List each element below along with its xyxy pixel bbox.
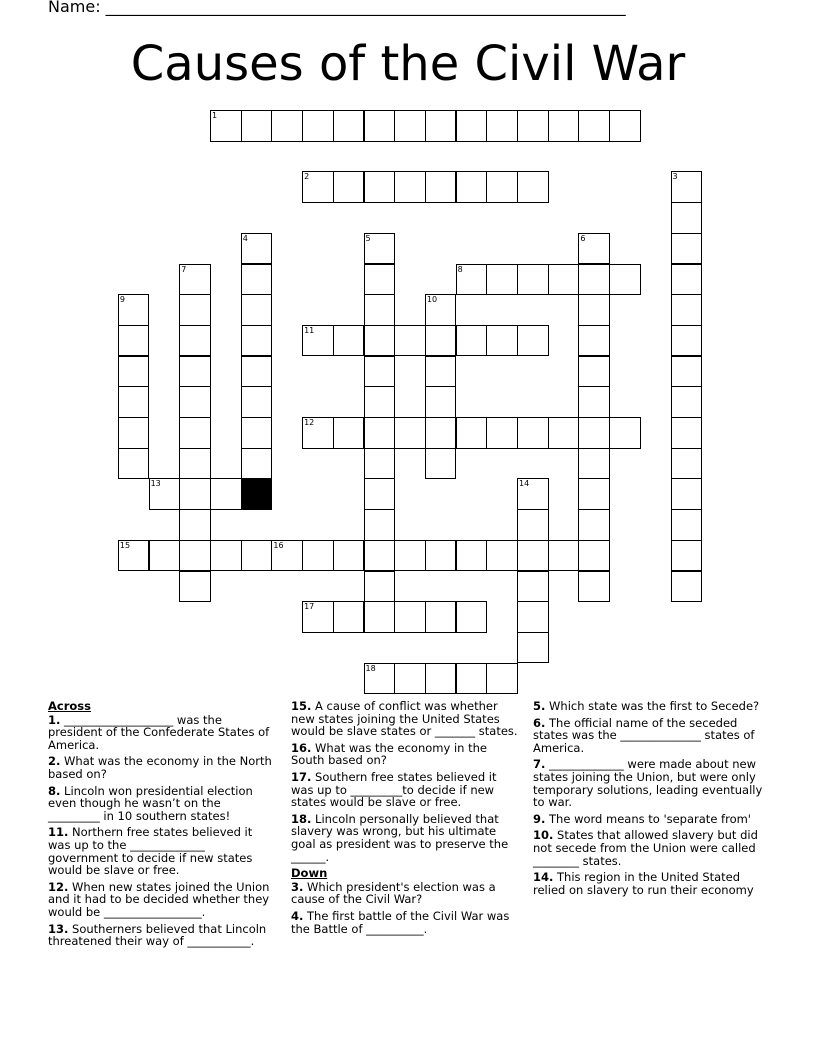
grid-cell[interactable] bbox=[425, 540, 457, 572]
clue-number-label: 3 bbox=[672, 172, 678, 182]
grid-cell[interactable] bbox=[241, 540, 273, 572]
grid-cell[interactable] bbox=[364, 110, 396, 142]
grid-cell[interactable] bbox=[578, 540, 610, 572]
grid-cell[interactable] bbox=[517, 264, 549, 296]
grid-cell[interactable] bbox=[486, 325, 518, 357]
clue-number: 12. bbox=[48, 879, 69, 894]
grid-cell[interactable] bbox=[118, 294, 150, 326]
clue-item bbox=[291, 700, 519, 738]
clues-column-3 bbox=[533, 700, 765, 900]
grid-cell[interactable] bbox=[364, 601, 396, 633]
grid-cell[interactable] bbox=[394, 417, 426, 449]
clue-number-label: 1 bbox=[212, 111, 218, 120]
grid-cell[interactable] bbox=[517, 571, 549, 603]
clue-number-label: 16 bbox=[273, 540, 284, 550]
grid-cell[interactable] bbox=[671, 356, 703, 388]
grid-cell[interactable] bbox=[671, 386, 703, 418]
grid-cell[interactable] bbox=[302, 325, 334, 357]
grid-cell[interactable] bbox=[241, 325, 273, 357]
grid-cell[interactable] bbox=[517, 171, 549, 203]
grid-cell[interactable] bbox=[578, 233, 610, 265]
grid-cell[interactable] bbox=[241, 264, 273, 296]
clue-item bbox=[533, 758, 765, 808]
grid-cell[interactable] bbox=[548, 540, 580, 572]
grid-cell[interactable] bbox=[425, 663, 457, 695]
grid-cell[interactable] bbox=[578, 110, 610, 142]
grid-cell[interactable] bbox=[671, 171, 703, 203]
clue-item bbox=[533, 717, 765, 755]
clue-text: ___________________ was the president of the Confederate States of America. bbox=[48, 712, 270, 752]
clue-number-label: 11 bbox=[304, 325, 315, 335]
clue-item bbox=[48, 785, 276, 823]
grid-cell[interactable] bbox=[271, 110, 303, 142]
clue-text: This region in the United Stated relied on slavery to run their economy bbox=[533, 870, 754, 897]
grid-cell[interactable] bbox=[394, 171, 426, 203]
clue-number-label: 12 bbox=[304, 418, 315, 427]
grid-cell[interactable] bbox=[364, 509, 396, 541]
grid-cell[interactable] bbox=[425, 448, 457, 480]
grid-cell[interactable] bbox=[179, 325, 211, 357]
grid-cell[interactable] bbox=[179, 509, 211, 541]
grid-cell[interactable] bbox=[394, 110, 426, 142]
clue-text: Lincoln personally believed that slavery was wrong, but his ultimate goal as president was to preserve the ______. bbox=[291, 811, 509, 864]
clue-number-label: 13 bbox=[150, 479, 161, 489]
grid-cell[interactable] bbox=[456, 540, 488, 572]
clue-number: 2. bbox=[48, 754, 61, 769]
grid-cell[interactable] bbox=[179, 540, 211, 572]
clue-number-label: 8 bbox=[457, 264, 463, 274]
grid-cell[interactable] bbox=[671, 448, 703, 480]
grid-cell[interactable] bbox=[179, 417, 211, 449]
clues-column-2 bbox=[291, 700, 519, 939]
clue-text: States that allowed slavery but did not secede from the Union were called ________ states. bbox=[533, 828, 758, 868]
clue-text: Which president's election was a cause of the Civil War? bbox=[291, 879, 496, 907]
clue-text: When new states joined the Union and it had to be decided whether they would be _________________. bbox=[48, 879, 270, 919]
clue-item bbox=[48, 714, 276, 752]
grid-cell[interactable] bbox=[333, 110, 365, 142]
clue-text: The word means to 'separate from' bbox=[549, 811, 751, 826]
page-title: Causes of the Civil War bbox=[130, 36, 686, 92]
grid-cell[interactable] bbox=[364, 356, 396, 388]
grid-cell[interactable] bbox=[394, 540, 426, 572]
grid-cell[interactable] bbox=[578, 294, 610, 326]
grid-cell[interactable] bbox=[486, 264, 518, 296]
grid-cell[interactable] bbox=[671, 571, 703, 603]
black-cell bbox=[241, 478, 273, 510]
grid-cell[interactable] bbox=[364, 478, 396, 510]
grid-cell[interactable] bbox=[364, 171, 396, 203]
grid-cell[interactable] bbox=[425, 417, 457, 449]
clue-item bbox=[48, 923, 276, 948]
grid-cell[interactable] bbox=[333, 540, 365, 572]
grid-cell[interactable] bbox=[548, 110, 580, 142]
clue-number: 3. bbox=[291, 879, 304, 894]
clue-number-label: 17 bbox=[304, 602, 315, 612]
clue-item bbox=[533, 813, 765, 826]
grid-cell[interactable] bbox=[671, 202, 703, 234]
grid-cell[interactable] bbox=[517, 417, 549, 449]
grid-cell[interactable] bbox=[271, 540, 303, 572]
grid-cell[interactable] bbox=[456, 171, 488, 203]
clue-text: The official name of the seceded states was the ______________ states of America. bbox=[533, 715, 755, 755]
clue-number: 13. bbox=[48, 921, 69, 936]
grid-cell[interactable] bbox=[578, 386, 610, 418]
grid-cell[interactable] bbox=[118, 540, 150, 572]
grid-cell[interactable] bbox=[425, 294, 457, 326]
grid-cell[interactable] bbox=[364, 294, 396, 326]
grid-cell[interactable] bbox=[364, 325, 396, 357]
grid-cell[interactable] bbox=[364, 448, 396, 480]
clue-number-label: 14 bbox=[519, 479, 530, 489]
clue-number-label: 10 bbox=[426, 295, 438, 305]
clue-number: 8. bbox=[48, 783, 61, 798]
grid-cell[interactable] bbox=[179, 356, 211, 388]
grid-cell[interactable] bbox=[394, 325, 426, 357]
grid-cell[interactable] bbox=[241, 417, 273, 449]
grid-cell[interactable] bbox=[210, 110, 242, 142]
clue-number-label: 5 bbox=[365, 233, 371, 243]
clue-text: _____________ were made about new states joining the Union, but were only temporary solutions, leading eventually to war. bbox=[533, 757, 763, 810]
grid-cell[interactable] bbox=[486, 110, 518, 142]
grid-cell[interactable] bbox=[578, 417, 610, 449]
grid-cell[interactable] bbox=[578, 448, 610, 480]
clue-number: 5. bbox=[533, 699, 546, 713]
grid-cell[interactable] bbox=[425, 386, 457, 418]
grid-cell[interactable] bbox=[241, 356, 273, 388]
grid-cell[interactable] bbox=[548, 417, 580, 449]
grid-cell[interactable] bbox=[517, 325, 549, 357]
grid-cell[interactable] bbox=[486, 663, 518, 695]
clue-text: What was the economy in the South based on? bbox=[291, 740, 487, 768]
grid-cell[interactable] bbox=[302, 110, 334, 142]
clue-item bbox=[291, 910, 519, 935]
grid-cell[interactable] bbox=[671, 509, 703, 541]
clue-text: The first battle of the Civil War was the Battle of __________. bbox=[291, 908, 510, 936]
grid-cell[interactable] bbox=[486, 171, 518, 203]
grid-cell[interactable] bbox=[671, 417, 703, 449]
grid-cell[interactable] bbox=[333, 171, 365, 203]
grid-cell[interactable] bbox=[241, 233, 273, 265]
grid-cell[interactable] bbox=[179, 448, 211, 480]
clues-column-1 bbox=[48, 700, 276, 952]
grid-cell[interactable] bbox=[364, 264, 396, 296]
clue-number: 14. bbox=[533, 870, 554, 885]
grid-cell[interactable] bbox=[118, 448, 150, 480]
grid-cell[interactable] bbox=[118, 417, 150, 449]
grid-cell[interactable] bbox=[456, 110, 488, 142]
clue-text: A cause of conflict was whether new states joining the United States would be slave states or _______ states. bbox=[291, 699, 518, 739]
grid-cell[interactable] bbox=[456, 663, 488, 695]
clue-item bbox=[533, 829, 765, 867]
grid-cell[interactable] bbox=[671, 264, 703, 296]
grid-cell[interactable] bbox=[671, 233, 703, 265]
grid-cell[interactable] bbox=[486, 540, 518, 572]
clue-text: Northern free states believed it was up to the _____________ government to decide if new states would be slave or free. bbox=[48, 825, 253, 878]
clue-text: Southerners believed that Lincoln threatened their way of ___________. bbox=[48, 921, 267, 949]
grid-cell[interactable] bbox=[394, 663, 426, 695]
clue-number-label: 2 bbox=[304, 172, 310, 182]
clue-text: Southern free states believed it was up to _________to decide if new states would be slave or free. bbox=[291, 769, 497, 810]
grid-cell[interactable] bbox=[364, 540, 396, 572]
clue-number-label: 9 bbox=[119, 295, 125, 305]
grid-cell[interactable] bbox=[179, 386, 211, 418]
grid-cell[interactable] bbox=[149, 478, 181, 510]
grid-cell[interactable] bbox=[179, 478, 211, 510]
grid-cell[interactable] bbox=[578, 509, 610, 541]
across-heading: Across bbox=[48, 699, 91, 713]
clue-text: What was the economy in the North based on? bbox=[48, 754, 272, 781]
clue-number: 9. bbox=[533, 811, 546, 826]
clue-number: 10. bbox=[533, 828, 554, 843]
clue-number-label: 15 bbox=[119, 540, 131, 550]
grid-cell[interactable] bbox=[333, 325, 365, 357]
clue-item bbox=[533, 700, 765, 713]
grid-cell[interactable] bbox=[364, 663, 396, 695]
grid-cell[interactable] bbox=[241, 448, 273, 480]
clue-item bbox=[291, 742, 519, 767]
grid-cell[interactable] bbox=[456, 601, 488, 633]
grid-cell[interactable] bbox=[179, 571, 211, 603]
grid-cell[interactable] bbox=[609, 417, 641, 449]
grid-cell[interactable] bbox=[241, 110, 273, 142]
grid-cell[interactable] bbox=[210, 540, 242, 572]
clue-item bbox=[48, 881, 276, 919]
grid-cell[interactable] bbox=[333, 601, 365, 633]
clue-number-label: 6 bbox=[580, 233, 586, 243]
grid-cell[interactable] bbox=[578, 264, 610, 296]
clue-number: 18. bbox=[291, 811, 312, 826]
grid-cell[interactable] bbox=[517, 601, 549, 633]
grid-cell[interactable] bbox=[425, 601, 457, 633]
grid-cell[interactable] bbox=[179, 294, 211, 326]
grid-cell[interactable] bbox=[517, 540, 549, 572]
grid-cell[interactable] bbox=[364, 386, 396, 418]
grid-cell[interactable] bbox=[179, 264, 211, 296]
grid-cell[interactable] bbox=[517, 110, 549, 142]
grid-cell[interactable] bbox=[364, 233, 396, 265]
clue-number-label: 18 bbox=[365, 663, 376, 673]
clue-text: Lincoln won presidential election even though he wasn’t on the _________ in 10 southern states! bbox=[48, 783, 253, 823]
clue-number: 4. bbox=[291, 908, 304, 923]
grid-cell[interactable] bbox=[364, 571, 396, 603]
grid-cell[interactable] bbox=[456, 264, 488, 296]
grid-cell[interactable] bbox=[609, 110, 641, 142]
grid-cell[interactable] bbox=[671, 325, 703, 357]
grid-cell[interactable] bbox=[333, 417, 365, 449]
grid-cell[interactable] bbox=[118, 356, 150, 388]
grid-cell[interactable] bbox=[302, 171, 334, 203]
grid-cell[interactable] bbox=[456, 325, 488, 357]
grid-cell[interactable] bbox=[456, 417, 488, 449]
clue-number: 1. bbox=[48, 712, 61, 727]
grid-cell[interactable] bbox=[578, 356, 610, 388]
clue-item bbox=[291, 813, 519, 863]
grid-cell[interactable] bbox=[671, 478, 703, 510]
clue-item bbox=[291, 771, 519, 809]
grid-cell[interactable] bbox=[671, 294, 703, 326]
clue-item bbox=[48, 826, 276, 876]
grid-cell[interactable] bbox=[425, 325, 457, 357]
grid-cell[interactable] bbox=[210, 478, 242, 510]
clue-number: 7. bbox=[533, 757, 546, 772]
clue-number: 6. bbox=[533, 715, 546, 730]
clue-item bbox=[533, 871, 765, 896]
grid-cell[interactable] bbox=[302, 601, 334, 633]
grid-cell[interactable] bbox=[486, 417, 518, 449]
grid-cell[interactable] bbox=[578, 571, 610, 603]
grid-cell[interactable] bbox=[671, 540, 703, 572]
grid-cell[interactable] bbox=[241, 294, 273, 326]
clue-text: Which state was the first to Secede? bbox=[549, 699, 760, 713]
grid-cell[interactable] bbox=[578, 478, 610, 510]
grid-cell[interactable] bbox=[149, 540, 181, 572]
grid-cell[interactable] bbox=[241, 386, 273, 418]
grid-cell[interactable] bbox=[302, 540, 334, 572]
grid-cell[interactable] bbox=[517, 632, 549, 664]
clue-number: 15. bbox=[291, 699, 312, 713]
down-heading: Down bbox=[291, 866, 328, 881]
grid-cell[interactable] bbox=[425, 110, 457, 142]
clue-number-label: 4 bbox=[242, 233, 248, 243]
grid-cell[interactable] bbox=[118, 386, 150, 418]
grid-cell[interactable] bbox=[302, 417, 334, 449]
clue-number: 11. bbox=[48, 825, 69, 840]
clue-number-label: 7 bbox=[181, 264, 187, 274]
grid-cell[interactable] bbox=[118, 325, 150, 357]
clue-item bbox=[48, 755, 276, 780]
clue-item bbox=[291, 881, 519, 906]
grid-cell[interactable] bbox=[394, 601, 426, 633]
clue-number: 17. bbox=[291, 769, 312, 784]
grid-cell[interactable] bbox=[578, 325, 610, 357]
clue-number: 16. bbox=[291, 740, 312, 755]
grid-cell[interactable] bbox=[425, 356, 457, 388]
grid-cell[interactable] bbox=[517, 478, 549, 510]
grid-cell[interactable] bbox=[364, 417, 396, 449]
grid-cell[interactable] bbox=[517, 509, 549, 541]
name-field[interactable]: Name: _________________________________________________________________ bbox=[48, 0, 626, 16]
grid-cell[interactable] bbox=[425, 171, 457, 203]
grid-cell[interactable] bbox=[609, 264, 641, 296]
grid-cell[interactable] bbox=[548, 264, 580, 296]
